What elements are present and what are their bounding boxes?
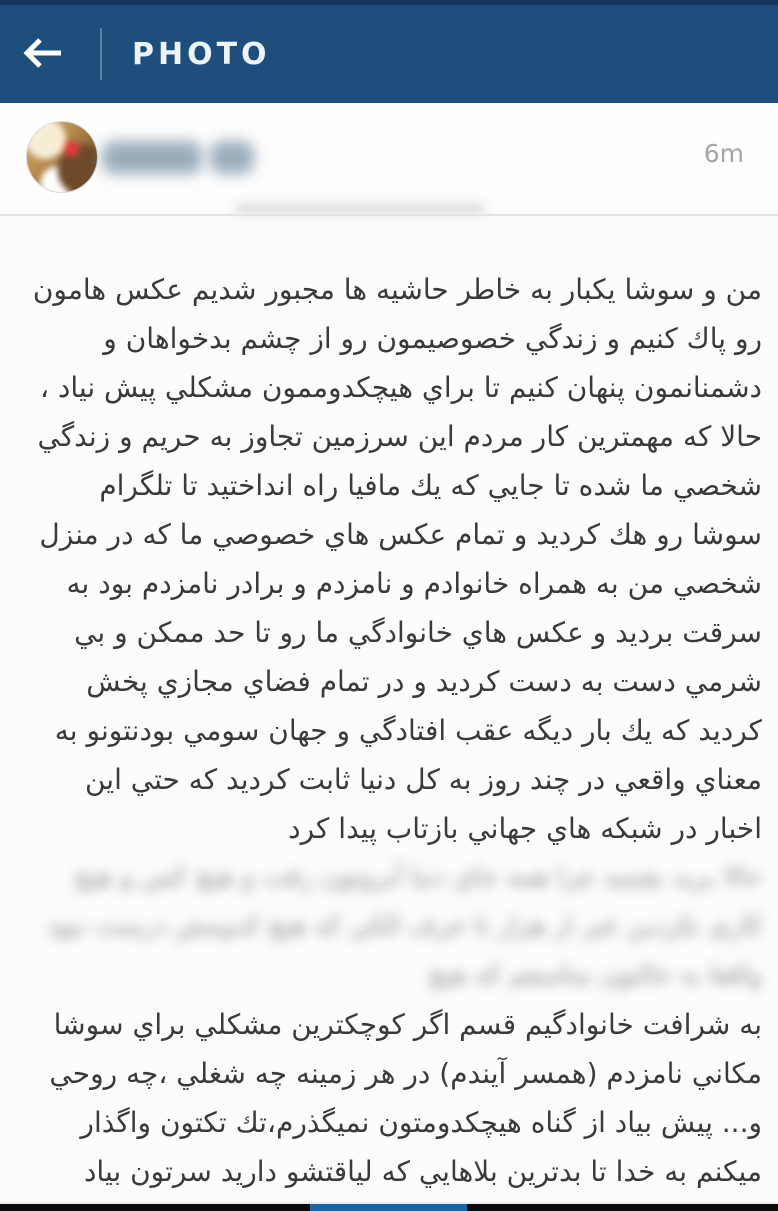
post-user-row (0, 103, 778, 214)
caption-line: من و سوشا يكبار به خاطر حاشيه ها مجبور شديم عكس هامون (32, 273, 762, 306)
caption-line: و... پيش بياد از گناه هيچكدومتون نميگذرم،تك تكتون واگذار (80, 1106, 762, 1139)
caption-line: سوشا رو هك كرديد و تمام عكس هاي خصوصي ما كه در منزل (39, 518, 762, 551)
nav-row (0, 5, 778, 103)
caption-line: دشمنانمون پنهان كنيم تا براي هيچكدوممون مشكلي پيش نياد ، (39, 371, 762, 404)
avatar[interactable] (26, 121, 98, 193)
caption-line: ميكنم به خدا تا بدترين بلاهايي كه لياقتشو داريد سرتون بياد (83, 1155, 762, 1188)
caption-line: به شرافت خانوادگيم قسم اگر كوچكترين مشكلي براي سوشا (53, 1008, 762, 1041)
caption-line: اخبار در شبكه هاي جهاني بازتاب پيدا كرد (288, 812, 762, 845)
app-header (0, 0, 778, 103)
timestamp: 6m (703, 139, 744, 168)
username-redacted[interactable] (102, 141, 202, 174)
redacted-smudge (235, 203, 485, 214)
caption-line: معناي واقعي در چند روز به كل دنيا ثابت كرديد كه حتي اين (84, 763, 762, 796)
caption-line-redacted: حالا بريد بچينيد چرا همه جاي دنيا آبروتون رفت و هيچ كس و هيچ (73, 862, 762, 892)
caption-line-redacted: واقعا به حالتون متاسفم كه هيچ (427, 960, 762, 990)
caption (30, 265, 762, 1196)
caption-line: مكاني نامزدم (همسر آيندم) در هر زمينه چه شغلي ،چه روحي (49, 1057, 762, 1090)
row-divider (0, 214, 778, 216)
page-title: PHOTO (132, 36, 271, 72)
back-button[interactable] (22, 36, 64, 72)
caption-line: حالا كه مهمترين كار مردم اين سرزمين تجاوز به حريم و زندگي (37, 420, 762, 453)
username-suffix-redacted[interactable] (210, 141, 254, 174)
caption-line: سرقت برديد و عكس هاي خانوادگي ما رو تا حد ممكن و بي (74, 616, 762, 649)
caption-line: رو پاك كنيم و زندگي خصوصيمون رو از چشم بدخواهان و (103, 322, 762, 355)
caption-line: شرمي دست به دست كرديد و در تمام فضاي مجازي پخش (86, 665, 762, 698)
avatar-photo-blurred (26, 121, 98, 193)
nav-divider (100, 28, 102, 80)
bottom-accent-segment (310, 1204, 467, 1211)
bottom-bar (0, 1204, 778, 1211)
back-arrow-icon (23, 36, 63, 73)
caption-line-redacted: كاري نكردين غير از هزار تا حرف الكي كه هيچ كدومش درست نبود (46, 911, 762, 941)
caption-line: شخصي ما شده تا جايي كه يك مافيا راه انداختيد تا تلگرام (99, 469, 762, 502)
caption-line: شخصي من به همراه خانوادم و نامزدم و برادر نامزدم بود به (66, 567, 762, 600)
caption-line: كرديد كه يك بار ديگه عقب افتادگي و جهان سومي بودنتونو به (54, 714, 762, 747)
